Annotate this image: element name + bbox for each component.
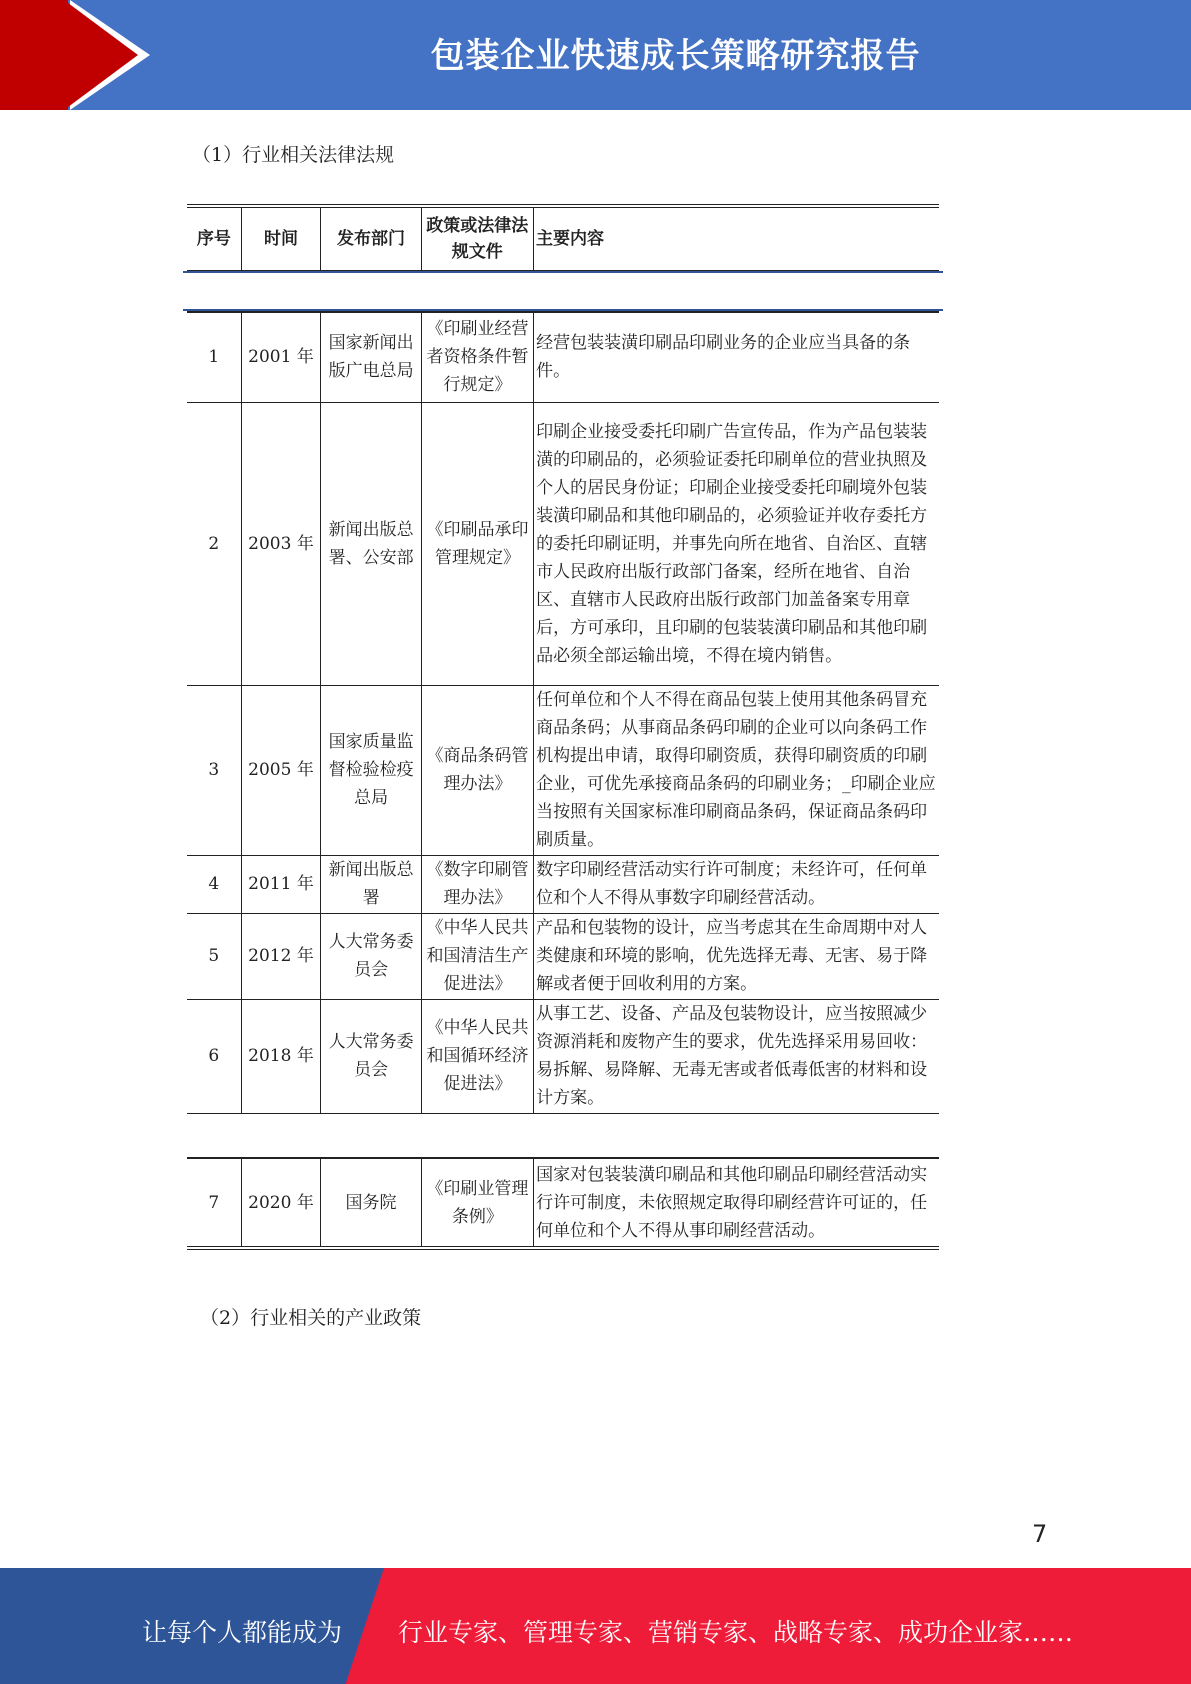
table-row bbox=[187, 999, 939, 1113]
cell-time: 2012 年 bbox=[241, 913, 321, 999]
cell-time: 2020 年 bbox=[241, 1158, 321, 1248]
cell-seq: 3 bbox=[187, 685, 241, 855]
cell-content: 数字印刷经营活动实行许可制度；未经许可，任何单位和个人不得从事数字印刷经营活动。 bbox=[534, 855, 939, 913]
section-title-policies: （2）行业相关的产业政策 bbox=[200, 1307, 422, 1329]
regulation-table-continued bbox=[187, 1157, 939, 1250]
table-header-row bbox=[187, 206, 939, 272]
col-header-seq: 序号 bbox=[187, 206, 241, 272]
cell-dept: 人大常务委员会 bbox=[321, 999, 421, 1113]
header-chevron-fill bbox=[64, 0, 138, 110]
cell-doc: 《印刷品承印管理规定》 bbox=[421, 402, 533, 685]
cell-dept: 新闻出版总署 bbox=[321, 855, 421, 913]
footer-slogan-right: 行业专家、管理专家、营销专家、战略专家、成功企业家…… bbox=[398, 1618, 1074, 1647]
cell-dept: 国务院 bbox=[321, 1158, 421, 1248]
cell-doc: 《中华人民共和国清洁生产促进法》 bbox=[421, 913, 533, 999]
cell-time: 2018 年 bbox=[241, 999, 321, 1113]
cell-time: 2005 年 bbox=[241, 685, 321, 855]
cell-seq: 6 bbox=[187, 999, 241, 1113]
cell-content: 经营包装装潢印刷品印刷业务的企业应当具备的条件。 bbox=[534, 312, 939, 402]
cell-time: 2001 年 bbox=[241, 312, 321, 402]
cell-content: 印刷企业接受委托印刷广告宣传品，作为产品包装装潢的印刷品的，必须验证委托印刷单位的营业执照及个人的居民身份证；印刷企业接受委托印刷境外包装装潢印刷品和其他印刷品的，必须验证并收存委托方的委托印刷证明，并事先向所在地省、自治区、直辖市人民政府出版行政部门备案，经所在地省、自治区、直辖市人民政府出版行政部门加盖备案专用章后，方可承印，且印刷的包装装潢印刷品和其他印刷品必须全部运输出境，不得在境内销售。 bbox=[534, 402, 939, 685]
cell-doc: 《商品条码管理办法》 bbox=[421, 685, 533, 855]
cell-doc: 《印刷业管理条例》 bbox=[421, 1158, 533, 1248]
page-number: 7 bbox=[1032, 1520, 1048, 1548]
col-header-dept: 发布部门 bbox=[321, 206, 421, 272]
cell-time: 2011 年 bbox=[241, 855, 321, 913]
table-row bbox=[187, 312, 939, 402]
cell-dept: 人大常务委员会 bbox=[321, 913, 421, 999]
divider-line bbox=[183, 271, 943, 273]
footer-slogan-left: 让每个人都能成为 bbox=[142, 1618, 343, 1647]
cell-content: 从事工艺、设备、产品及包装物设计，应当按照减少资源消耗和废物产生的要求，优先选择采用易回收：易拆解、易降解、无毒无害或者低毒低害的材料和设计方案。 bbox=[534, 999, 939, 1113]
cell-dept: 国家新闻出版广电总局 bbox=[321, 312, 421, 402]
cell-doc: 《数字印刷管理办法》 bbox=[421, 855, 533, 913]
cell-content: 国家对包装装潢印刷品和其他印刷品印刷经营活动实行许可制度，未依照规定取得印刷经营许可证的，任何单位和个人不得从事印刷经营活动。 bbox=[534, 1158, 939, 1248]
col-header-time: 时间 bbox=[241, 206, 321, 272]
table-row bbox=[187, 1158, 939, 1248]
cell-dept: 国家质量监督检验检疫总局 bbox=[321, 685, 421, 855]
page-footer bbox=[0, 1568, 1191, 1684]
cell-time: 2003 年 bbox=[241, 402, 321, 685]
cell-doc: 《印刷业经营者资格条件暂行规定》 bbox=[421, 312, 533, 402]
cell-seq: 1 bbox=[187, 312, 241, 402]
table-row bbox=[187, 855, 939, 913]
page-header bbox=[0, 0, 1191, 110]
section-title-laws: （1）行业相关法律法规 bbox=[192, 144, 395, 166]
cell-dept: 新闻出版总署、公安部 bbox=[321, 402, 421, 685]
col-header-content: 主要内容 bbox=[533, 206, 939, 272]
cell-doc: 《中华人民共和国循环经济促进法》 bbox=[421, 999, 533, 1113]
cell-seq: 7 bbox=[187, 1158, 241, 1248]
regulation-table-header bbox=[187, 204, 939, 273]
cell-content: 任何单位和个人不得在商品包装上使用其他条码冒充商品条码；从事商品条码印刷的企业可以向条码工作机构提出申请，取得印刷资质，获得印刷资质的印刷企业，可优先承接商品条码的印刷业务；_印刷企业应当按照有关国家标准印刷商品条码，保证商品条码印刷质量。 bbox=[534, 685, 939, 855]
cell-content: 产品和包装物的设计，应当考虑其在生命周期中对人类健康和环境的影响，优先选择无毒、无害、易于降解或者便于回收利用的方案。 bbox=[534, 913, 939, 999]
table-row bbox=[187, 402, 939, 685]
cell-seq: 4 bbox=[187, 855, 241, 913]
table-row bbox=[187, 913, 939, 999]
table-row bbox=[187, 685, 939, 855]
col-header-doc: 政策或法律法规文件 bbox=[421, 206, 533, 272]
cell-seq: 2 bbox=[187, 402, 241, 685]
regulation-table-body bbox=[187, 311, 939, 1114]
header-red-block bbox=[0, 0, 68, 110]
cell-seq: 5 bbox=[187, 913, 241, 999]
report-title: 包装企业快速成长策略研究报告 bbox=[430, 36, 921, 76]
